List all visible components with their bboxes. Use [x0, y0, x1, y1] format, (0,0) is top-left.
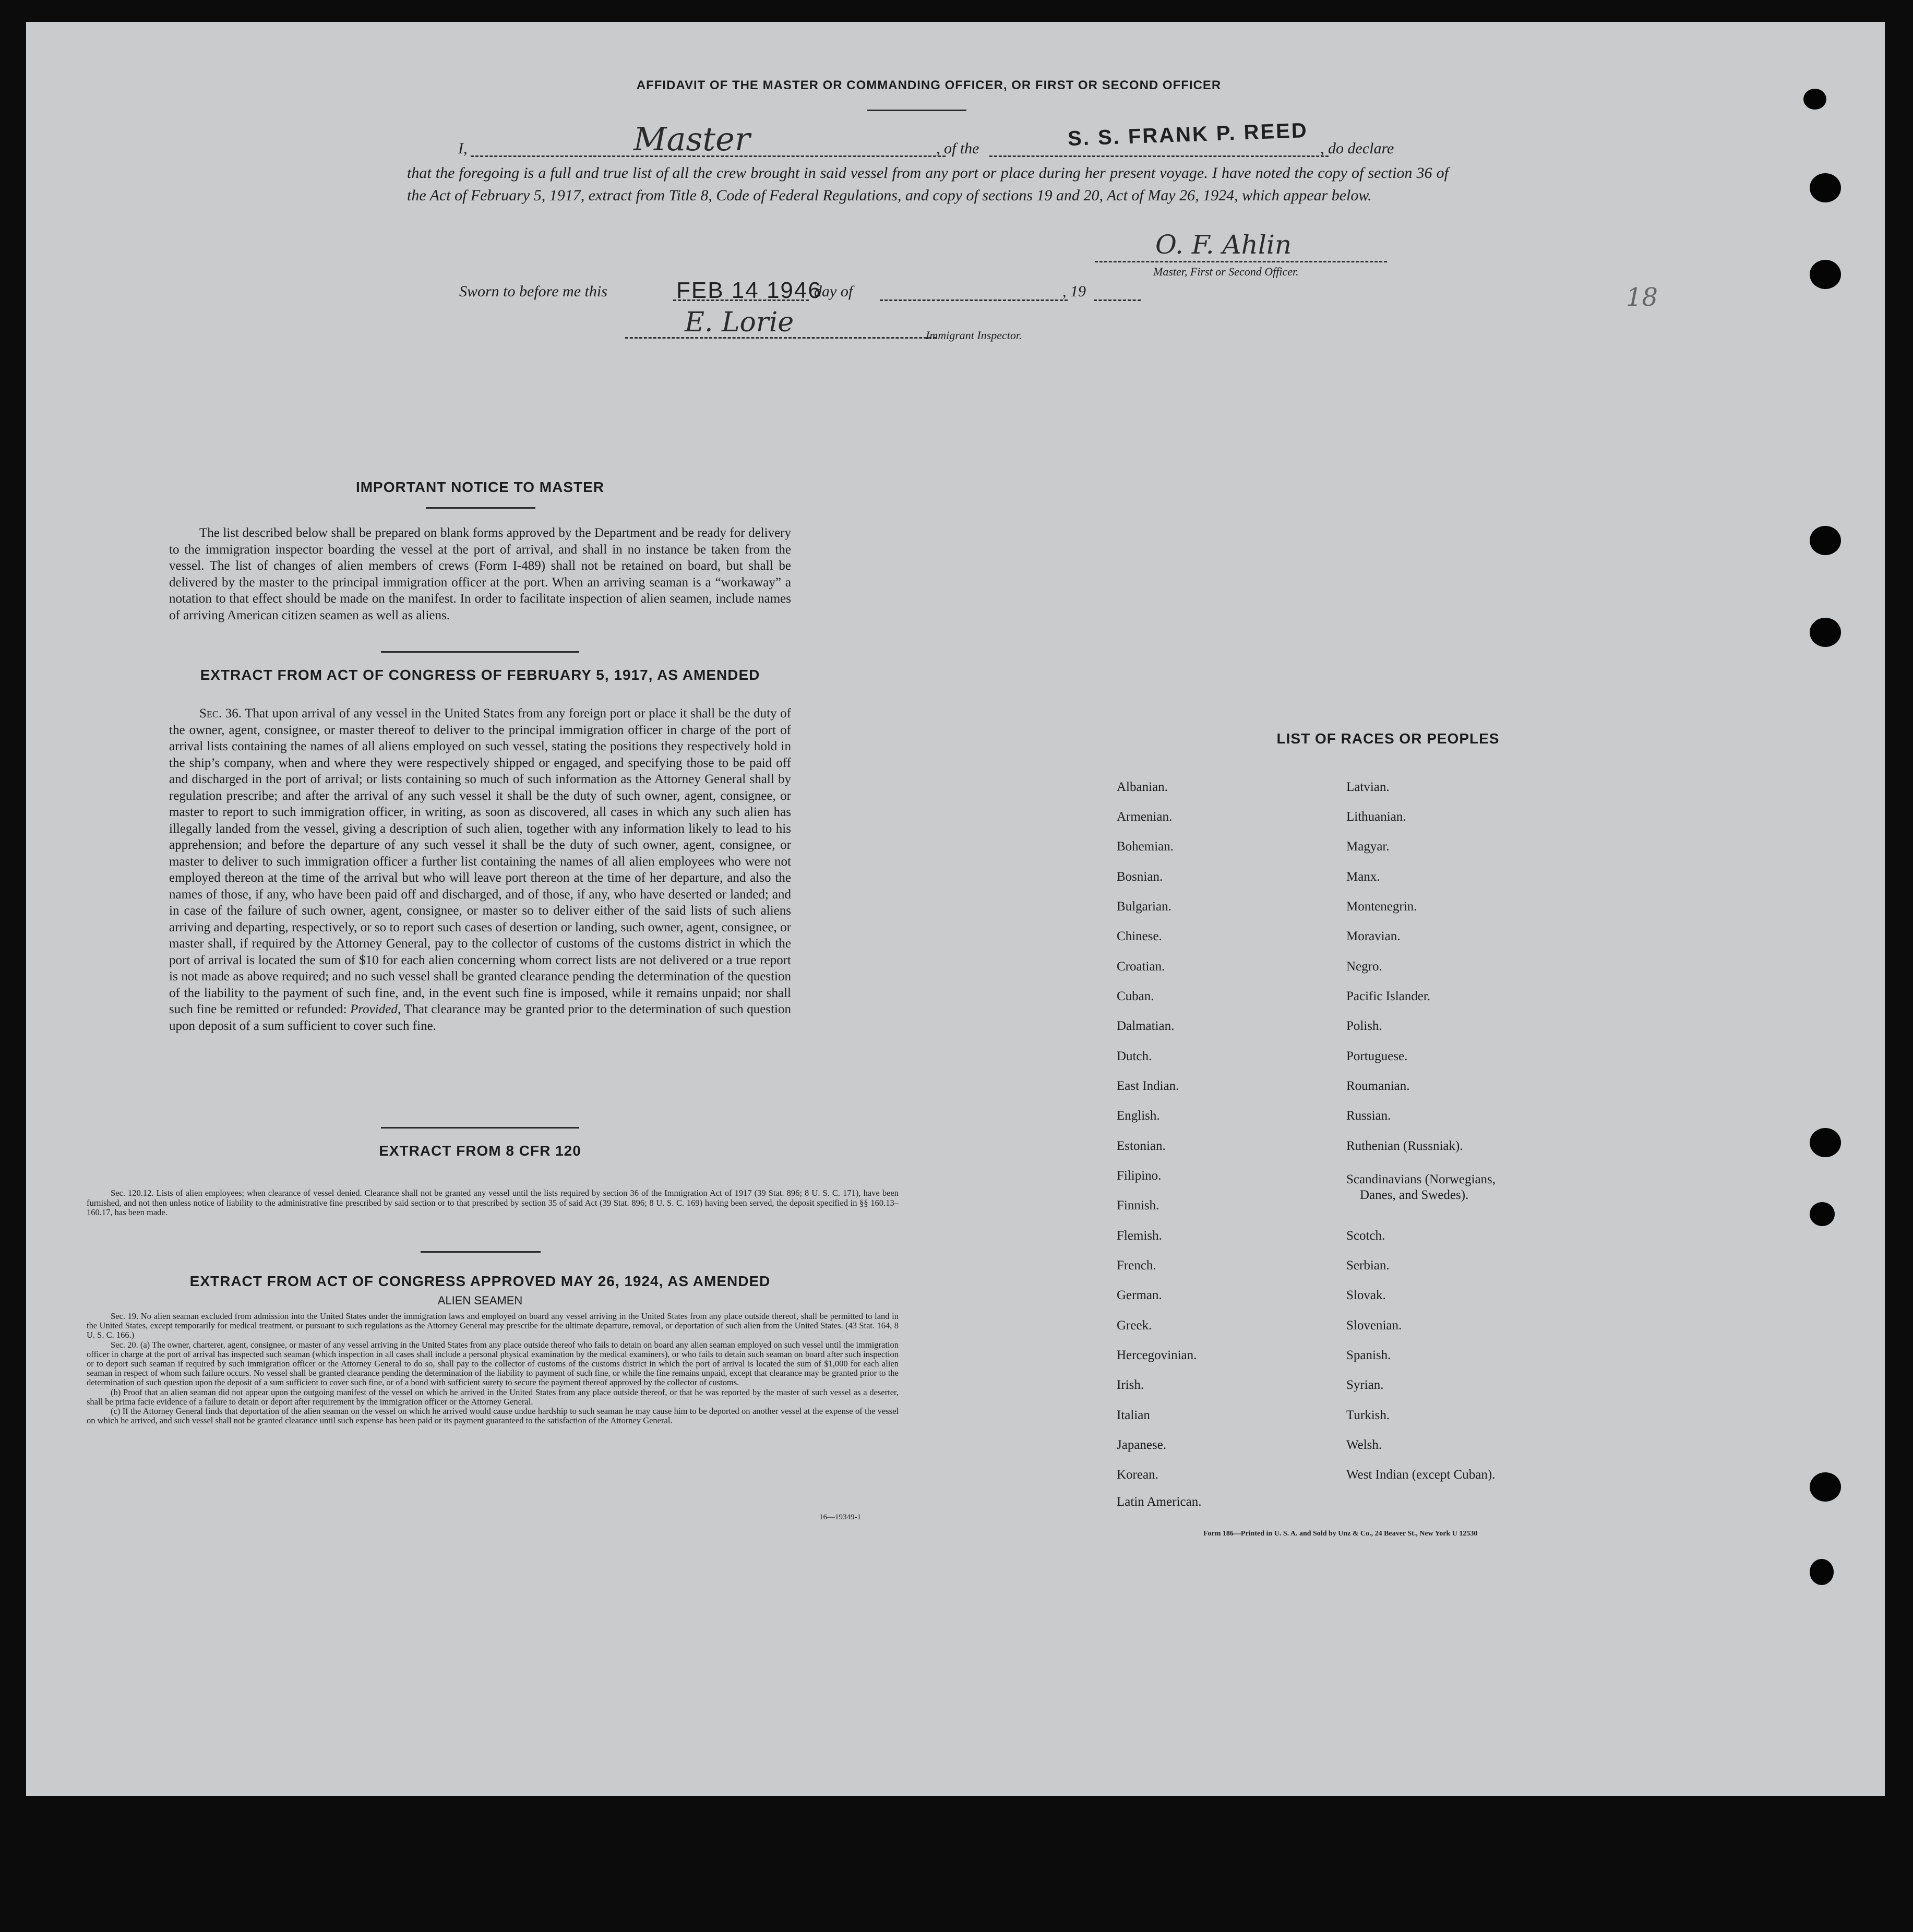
punch-hole-9: [1810, 1559, 1834, 1585]
sworn-prefix: Sworn to before me this: [459, 283, 607, 300]
race-right-4: Montenegrin.: [1346, 899, 1417, 914]
extract-cfr-end-rule: [421, 1251, 541, 1253]
master-signature: O. F. Ahlin: [1155, 230, 1292, 260]
race-left-11: English.: [1117, 1109, 1160, 1123]
proviso-text: That clearance may be granted prior to the determination of such question upon deposit of a sum sufficient to cover such fine.: [169, 1002, 792, 1033]
vessel-name-stamp: S. S. FRANK P. REED: [1067, 118, 1309, 151]
sec-20c-text: (c) If the Attorney General finds that deportation of the alien seaman on the vessel on which he arrived would cause undue hardship to such seaman he may cause him to be deported on another vessel at the expense of the vessel on which he arrived, and such vessel shall not be granted clearance until such expense has been paid or its payment guaranteed to the satisfaction of the Attorney General.: [87, 1406, 899, 1426]
margin-note: 18: [1626, 283, 1658, 312]
extract-cfr-heading: EXTRACT FROM 8 CFR 120: [379, 1143, 581, 1159]
race-left-0: Albanian.: [1117, 780, 1168, 794]
punch-hole-8: [1810, 1472, 1841, 1502]
title-rule: [867, 110, 966, 111]
race-left-15: Flemish.: [1117, 1229, 1162, 1243]
extract-1917-heading: EXTRACT FROM ACT OF CONGRESS OF FEBRUARY 5, 1917, AS AMENDED: [200, 667, 760, 683]
race-left-7: Cuban.: [1117, 989, 1154, 1003]
notice-heading-rule: [426, 507, 535, 509]
race-left-6: Croatian.: [1117, 959, 1165, 974]
races-heading: LIST OF RACES OR PEOPLES: [1276, 730, 1500, 747]
do-declare-text: , do declare: [1320, 140, 1394, 157]
notice-text: The list described below shall be prepared on blank forms approved by the Department and be ready for delivery to the immigration inspector boarding the vessel at the port of arrival, and shall in no instance be taken from the vessel. The list of changes of alien members of crews (Form I-489) shall not be retained on board, but shall be delivered by the master to the principal immigration officer at the port. When an arriving seaman is a “workaway” a notation to that effect should be made on the manifest. In order to facilitate inspection of alien seamen, include names of arriving American citizen seamen as well as aliens.: [169, 526, 791, 622]
race-right-16: Serbian.: [1346, 1258, 1390, 1273]
race-right-17: Slovak.: [1346, 1288, 1386, 1302]
race-right-5: Moravian.: [1346, 929, 1401, 943]
form-print-line: Form 186—Printed in U. S. A. and Sold by Unz & Co., 24 Beaver St., New York U 12530: [1203, 1530, 1478, 1538]
inspector-signature: E. Lorie: [685, 307, 794, 338]
race-right-21: Turkish.: [1346, 1408, 1390, 1422]
race-right-8: Polish.: [1346, 1019, 1382, 1033]
punch-hole-5: [1810, 618, 1841, 647]
race-left-13: Filipino.: [1117, 1169, 1162, 1183]
race-right-15: Scotch.: [1346, 1229, 1385, 1243]
sec-20a-text: Sec. 20. (a) The owner, charterer, agent, consignee, or master of any vessel arriving in the United States from any place outside thereof who fails to detain on board any alien seaman employed on such vessel until the immigration officer in charge at the port of arrival has inspected such seaman (which inspection in all cases shall include a personal physical examination by the medical examiners), or who fails to detain such seaman on board after such inspection or to deport such seaman if required by such immigration officer or the Attorney General to do so, shall pay to the collector of customs of the customs district in which the port of arrival is located the sum of $1,000 for each alien seaman in respect of whom such failure occurs. No vessel shall be granted clearance pending the determination of the liability to payment of such fine, or while the fine remains unpaid, except that clearance may be granted prior to the determination of such question upon the deposit of a sum sufficient to cover such fine, or of a bond with sufficient surety to secure the payment thereof approved by the collector of customs.: [87, 1339, 899, 1388]
race-left-4: Bulgarian.: [1117, 899, 1171, 914]
race-right-7: Pacific Islander.: [1346, 989, 1431, 1003]
punch-hole-1: [1803, 89, 1826, 110]
race-left-22: Japanese.: [1117, 1438, 1167, 1452]
race-right-3: Manx.: [1346, 870, 1380, 884]
race-right-9: Portuguese.: [1346, 1049, 1408, 1063]
extract-1917-text: [169, 705, 791, 1034]
race-right-23: West Indian (except Cuban).: [1346, 1468, 1496, 1482]
sec-19-text: Sec. 19. No alien seaman excluded from admission into the United States under the immigration laws and employed on board any vessel arriving in the United States from any place outside thereof, shall be permitted to land in the United States, except temporarily for medical treatment, or pursuant to such regulations as the Attorney General may prescribe for the ultimate departure, removal, or deportation of such alien from the United States. (43 Stat. 164, 8 U. S. C. 166.): [87, 1311, 899, 1340]
inspector-label: Immigrant Inspector.: [926, 329, 1022, 342]
punch-hole-2: [1810, 173, 1841, 202]
race-right-19: Spanish.: [1346, 1348, 1391, 1362]
sec-20b-text: (b) Proof that an alien seaman did not appear upon the outgoing manifest of the vessel on which he arrived in the United States from any place outside thereof, or that he was reported by the master of such vessel as a deserter, shall be prima facie evidence of a failure to detain or deport after requirement by the immigration officer or the Attorney General.: [87, 1387, 899, 1407]
master-signature-label: Master, First or Second Officer.: [1153, 265, 1299, 278]
extract-cfr-text: Sec. 120.12. Lists of alien employees; when clearance of vessel denied. Clearance shall not be granted any vessel until the lists required by section 36 of the Immigration Act of 1917 (39 Stat. 896; 8 U. S. C. 171), have been furnished, and not then unless notice of liability to the administrative fine prescribed by said section or to that prescribed by section 35 of said Act (39 Stat. 896; 8 U. S. C. 169) having been served, the deposit specified in §§ 160.13–160.17, has been made.: [87, 1188, 899, 1217]
race-left-21: Italian: [1117, 1408, 1150, 1422]
race-left-14: Finnish.: [1117, 1198, 1159, 1213]
sworn-day-of: day of: [814, 283, 853, 300]
race-right-20: Syrian.: [1346, 1378, 1384, 1392]
race-left-1: Armenian.: [1117, 810, 1173, 824]
race-left-10: East Indian.: [1117, 1079, 1179, 1093]
punch-hole-7: [1810, 1202, 1835, 1226]
sec-36-text: That upon arrival of any vessel in the United States from any foreign port or place it shall be the duty of the owner, agent, consignee, or master thereof to deliver to the principal immigration officer in charge of the port of arrival lists containing the names of all aliens employed on such vessel, stating the positions they respectively hold in the ship’s company, when and where they were respectively shipped or engaged, and specifying those to be paid off and discharged in the port of arrival; or lists containing so much of such information as the Attorney General shall by regulation prescribe; and after the arrival of any such vessel it shall be the duty of such owner, agent, consignee, or master to report to such immigration officer, in writing, as soon as discovered, all cases in which any such alien has illegally landed from the vessel, giving a description of such alien, together with any information likely to lead to his apprehension; and before the departure of any such vessel it shall be the duty of such owner, agent, consignee, or master to deliver to such immigration officer a further list containing the names of all alien employees who were not employed thereon at the time of the arrival but who will leave port thereon at the time of her departure, and also the names of those, if any, who have been paid off and discharged, and of those, if any, who have deserted or landed; and in case of the failure of such owner, agent, consignee, or master so to deliver either of the said lists of such aliens arriving and departing, respectively, or so to report such cases of desertion or landing, such owner, agent, consignee, or master shall, if required by the Attorney General, pay to the collector of customs of the customs district in which the port of arrival is located the sum of $10 for each alien concerning whom correct lists are not delivered or a true report is not made as above required; and no such vessel shall be granted clearance pending the determination of the question of the liability to the payment of such fine, and, in the event such fine is imposed, while it remains unpaid; nor shall such fine be remitted or refunded:: [169, 706, 792, 1016]
declarant-handwriting: Master: [633, 120, 750, 158]
affidavit-title: AFFIDAVIT OF THE MASTER OR COMMANDING OFFICER, OR FIRST OR SECOND OFFICER: [636, 78, 1222, 92]
race-right-12: Ruthenian (Russniak).: [1346, 1139, 1463, 1153]
proviso-label: Provided,: [350, 1002, 401, 1016]
extract-1924-text: [87, 1312, 899, 1425]
race-left-20: Irish.: [1117, 1378, 1144, 1392]
race-right-13: Scandinavians (Norwegians,: [1346, 1172, 1496, 1186]
race-left-18: Greek.: [1117, 1318, 1152, 1333]
race-left-12: Estonian.: [1117, 1139, 1166, 1153]
race-right-2: Magyar.: [1346, 839, 1390, 854]
sworn-date-stamp: FEB 14 1946: [676, 278, 822, 303]
race-left-9: Dutch.: [1117, 1049, 1152, 1063]
race-left-5: Chinese.: [1117, 929, 1162, 943]
race-left-24: Latin American.: [1117, 1495, 1202, 1509]
notice-heading: IMPORTANT NOTICE TO MASTER: [355, 479, 605, 495]
punch-hole-4: [1810, 526, 1841, 555]
punch-hole-6: [1810, 1128, 1841, 1157]
sworn-month-blank: [880, 299, 1068, 301]
vessel-blank: [989, 155, 1329, 157]
document-page: [26, 22, 1885, 1796]
race-left-23: Korean.: [1117, 1468, 1158, 1482]
race-left-2: Bohemian.: [1117, 839, 1174, 854]
extract-1917-end-rule: [381, 1127, 579, 1129]
race-left-16: French.: [1117, 1258, 1156, 1273]
sworn-year-prefix: , 19: [1062, 283, 1086, 300]
race-right-10: Roumanian.: [1346, 1079, 1410, 1093]
race-left-8: Dalmatian.: [1117, 1019, 1175, 1033]
extract-1924-form-number: 16—19349-1: [819, 1513, 861, 1521]
race-right-0: Latvian.: [1346, 780, 1390, 794]
master-signature-line: [1095, 261, 1387, 262]
affidavit-body: that the foregoing is a full and true list of all the crew brought in said vessel from any port or place during her present voyage. I have noted the copy of section 36 of the Act of February 5, 1917, extract from Title 8, Code of Federal Regulations, and copy of sections 19 and 20, Act of May 26, 1924, which appear below.: [407, 164, 1449, 204]
sec-36-label: Sec. 36.: [199, 706, 242, 721]
race-right-1: Lithuanian.: [1346, 810, 1406, 824]
race-right-14: Danes, and Swedes).: [1360, 1188, 1469, 1202]
notice-end-rule: [381, 651, 579, 653]
declarant-prefix: I,: [458, 140, 468, 157]
race-right-6: Negro.: [1346, 959, 1382, 974]
of-the-text: , of the: [936, 140, 979, 157]
race-left-17: German.: [1117, 1288, 1162, 1302]
sworn-year-blank: [1094, 299, 1141, 301]
race-right-11: Russian.: [1346, 1109, 1391, 1123]
alien-seamen-subheading: ALIEN SEAMEN: [437, 1294, 523, 1307]
punch-hole-3: [1810, 260, 1841, 289]
race-left-19: Hercegovinian.: [1117, 1348, 1197, 1362]
race-left-3: Bosnian.: [1117, 870, 1163, 884]
extract-1924-heading: EXTRACT FROM ACT OF CONGRESS APPROVED MAY 26, 1924, AS AMENDED: [189, 1273, 771, 1289]
race-right-18: Slovenian.: [1346, 1318, 1402, 1333]
race-right-22: Welsh.: [1346, 1438, 1382, 1452]
